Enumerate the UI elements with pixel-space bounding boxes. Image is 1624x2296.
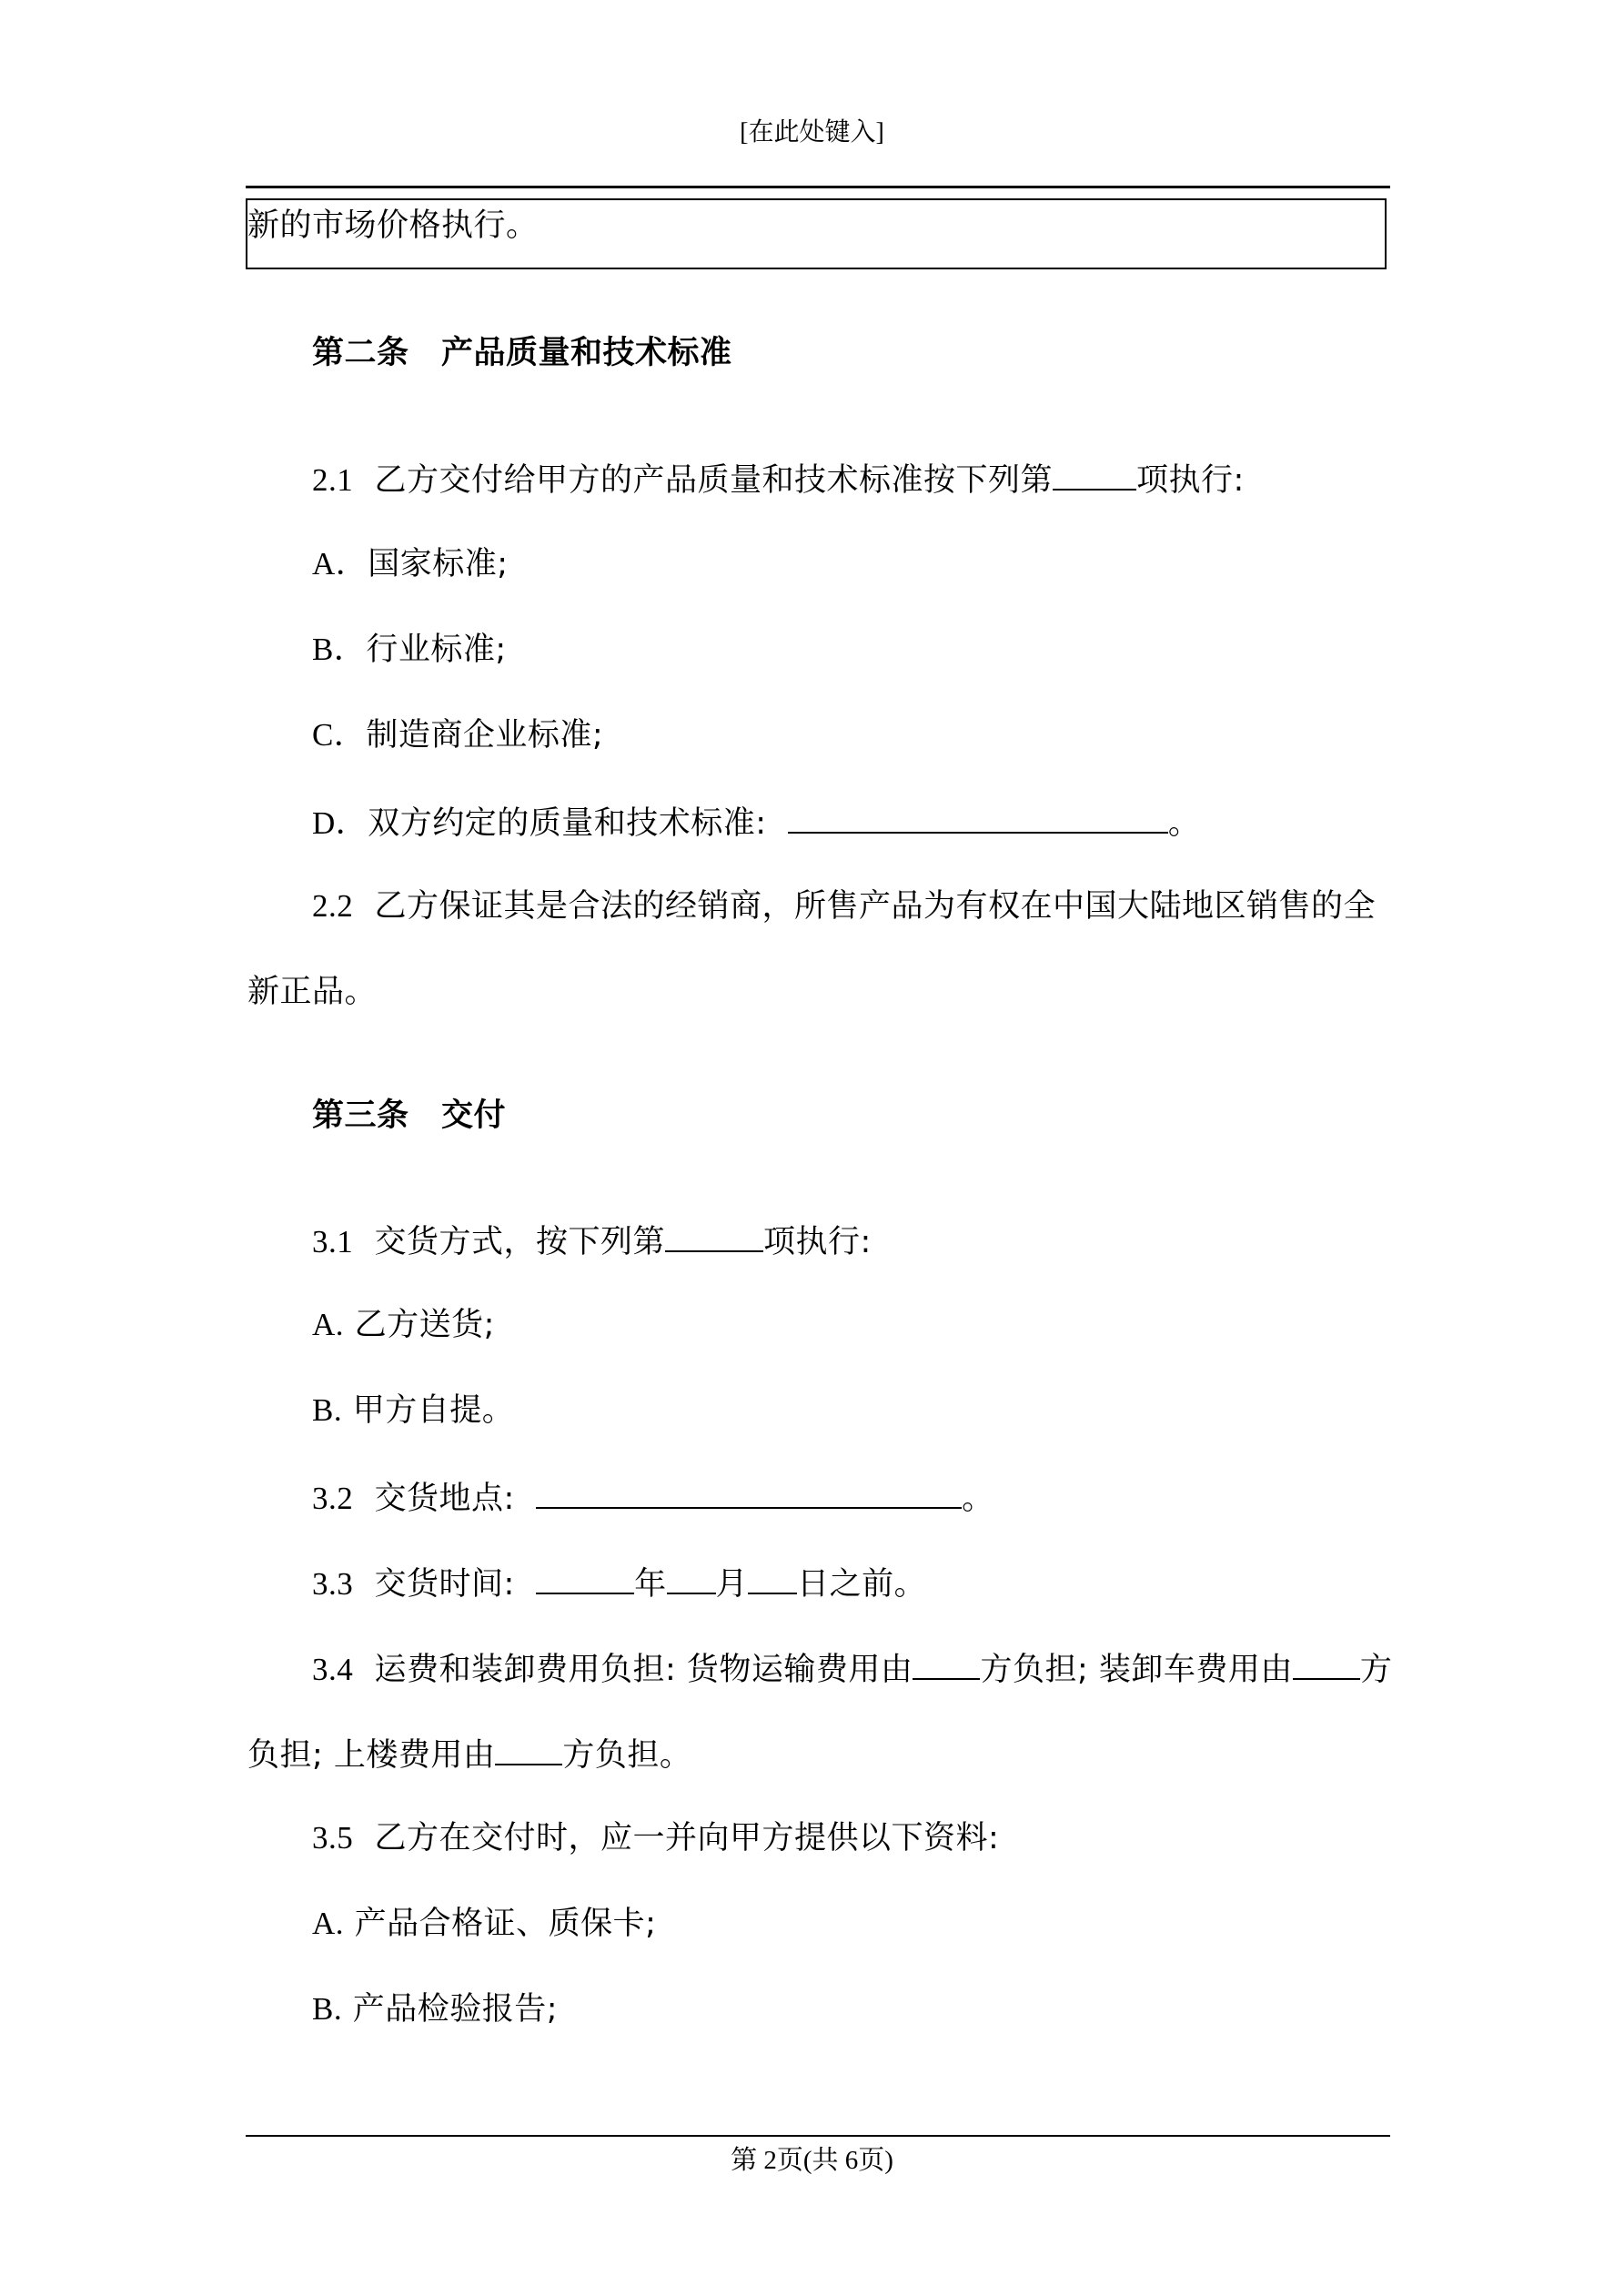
- clause-2-1: [312, 458, 1245, 501]
- option-text: 产品合格证、质保卡;: [354, 1906, 657, 1942]
- year-label: 年: [634, 1566, 667, 1603]
- clause-text: 项执行:: [1136, 462, 1245, 499]
- option-label: B．: [312, 632, 367, 667]
- clause-number: 3.3: [312, 1566, 354, 1602]
- clause-3-3: [312, 1562, 926, 1604]
- article-2-title: 第二条 产品质量和技术标准: [312, 335, 732, 371]
- clause-text: 交货方式，按下列第: [374, 1224, 666, 1260]
- clause-3-4-line2: [247, 1733, 691, 1775]
- option-c: [312, 715, 603, 755]
- fill-blank[interactable]: [913, 1647, 980, 1680]
- clause-text: 负担; 上楼费用由: [247, 1737, 496, 1774]
- clause-3-1: [312, 1219, 872, 1262]
- fill-blank[interactable]: [1053, 458, 1136, 491]
- clause-text: 乙方在交付时，应一并向甲方提供以下资料:: [374, 1820, 1000, 1856]
- clause-2-2-line1: [312, 886, 1376, 926]
- option-text: 乙方送货;: [354, 1307, 495, 1343]
- header-rule: [246, 186, 1390, 188]
- article-3-title: 第三条 交付: [312, 1097, 507, 1134]
- option-text: 产品检验报告;: [352, 1991, 559, 2028]
- month-blank[interactable]: [667, 1562, 716, 1594]
- clause-text: 运费和装卸费用负担: 货物运输费用由: [374, 1652, 913, 1688]
- option-text: 国家标准;: [368, 546, 509, 582]
- month-label: 月: [715, 1566, 749, 1603]
- clause-3-2: [312, 1476, 994, 1519]
- option-b: [312, 1391, 514, 1431]
- clause-text: 交货时间:: [374, 1566, 515, 1603]
- option-a: [312, 544, 509, 584]
- clause-text: 方: [1359, 1652, 1393, 1688]
- clause-2-2-line2: 新正品。: [247, 974, 378, 1010]
- option-d: [312, 801, 1200, 844]
- punctuation: 。: [1167, 805, 1201, 842]
- list-item-b: [312, 1989, 558, 2029]
- clause-text: 乙方交付给甲方的产品质量和技术标准按下列第: [374, 462, 1054, 499]
- option-label: C．: [312, 717, 367, 753]
- clause-text: 方负担; 装卸车费用由: [980, 1652, 1293, 1688]
- punctuation: 。: [962, 1481, 994, 1517]
- clause-number: 3.4: [312, 1652, 354, 1687]
- option-b: [312, 630, 507, 670]
- clause-text: 交货地点:: [374, 1481, 515, 1517]
- clause-text: 乙方保证其是合法的经销商，所售产品为有权在中国大陆地区销售的全: [374, 888, 1377, 925]
- fill-blank[interactable]: [495, 1733, 562, 1765]
- option-text: 行业标准;: [366, 632, 507, 668]
- footer-rule: [246, 2135, 1390, 2137]
- clause-3-4-line1: [312, 1647, 1392, 1690]
- list-item-a: [312, 1904, 656, 1944]
- option-text: 双方约定的质量和技术标准:: [368, 805, 767, 842]
- fill-blank[interactable]: [536, 1476, 962, 1509]
- fill-blank[interactable]: [665, 1219, 763, 1252]
- clause-number: 2.2: [312, 888, 354, 924]
- page-header: [在此处键入]: [740, 118, 884, 147]
- option-label: B.: [312, 1991, 343, 2027]
- option-label: A.: [312, 1906, 345, 1941]
- day-label: 日之前。: [797, 1566, 927, 1603]
- clause-text: 项执行:: [763, 1224, 872, 1260]
- clause-number: 3.2: [312, 1481, 354, 1516]
- option-text: 制造商企业标准;: [366, 717, 604, 754]
- clause-3-5: [312, 1818, 999, 1858]
- option-label: A.: [312, 1307, 345, 1342]
- box-text: 新的市场价格执行。: [247, 207, 539, 244]
- clause-number: 3.1: [312, 1224, 354, 1259]
- option-text: 甲方自提。: [352, 1392, 515, 1429]
- year-blank[interactable]: [536, 1562, 634, 1594]
- option-a: [312, 1305, 495, 1345]
- fill-blank[interactable]: [788, 801, 1168, 834]
- fill-blank[interactable]: [1293, 1647, 1360, 1680]
- page-footer: 第 2页(共 6页): [731, 2146, 893, 2175]
- option-label: D．: [312, 805, 368, 841]
- clause-number: 3.5: [312, 1820, 354, 1856]
- option-label: A．: [312, 546, 368, 582]
- clause-number: 2.1: [312, 462, 354, 498]
- day-blank[interactable]: [748, 1562, 797, 1594]
- option-label: B.: [312, 1392, 343, 1428]
- clause-text: 方负担。: [562, 1737, 692, 1774]
